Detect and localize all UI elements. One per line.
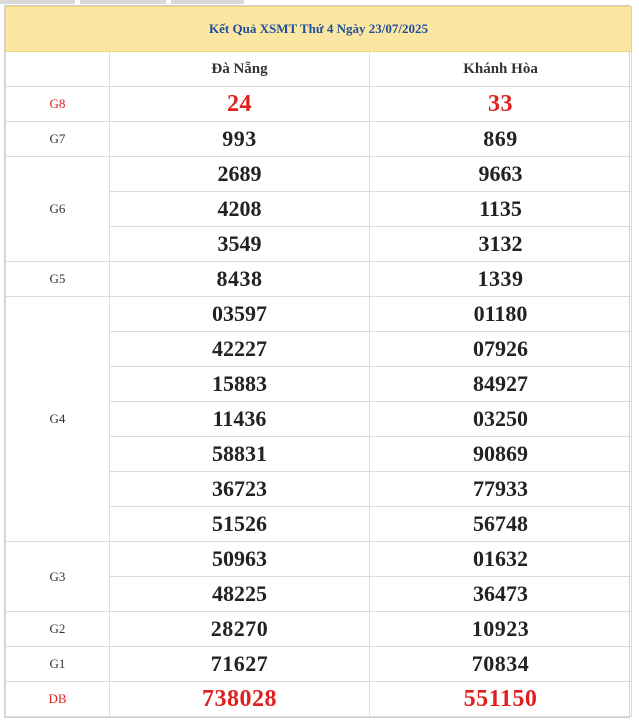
g4-danang-6: 36723 <box>110 472 369 507</box>
g3-danang <box>110 542 370 612</box>
g3-khanhhoa-1: 01632 <box>370 542 631 577</box>
g4-khanhhoa-6: 77933 <box>370 472 631 507</box>
g6-danang-2: 4208 <box>110 192 369 227</box>
prize-label-g8: G8 <box>6 87 110 122</box>
row-g3 <box>6 542 632 612</box>
g4-khanhhoa-2: 07926 <box>370 332 631 367</box>
results-title: Kết Quả XSMT Thứ 4 Ngày 23/07/2025 <box>6 7 632 52</box>
prize-label-g7: G7 <box>6 122 110 157</box>
prize-label-g5: G5 <box>6 262 110 297</box>
db-khanhhoa: 551150 <box>370 682 632 717</box>
g4-khanhhoa-5: 90869 <box>370 437 631 472</box>
row-g5 <box>6 262 632 297</box>
prize-label-g6: G6 <box>6 157 110 262</box>
g4-danang <box>110 297 370 542</box>
lottery-results-table <box>4 5 630 718</box>
g4-khanhhoa-7: 56748 <box>473 511 529 536</box>
g3-danang-2: 48225 <box>212 581 267 606</box>
g7-danang: 993 <box>110 122 370 157</box>
header-danang: Đà Nẵng <box>110 52 370 87</box>
row-g6 <box>6 157 632 262</box>
prize-label-g1: G1 <box>6 647 110 682</box>
g1-danang: 71627 <box>110 647 370 682</box>
g8-khanhhoa: 33 <box>370 87 632 122</box>
g6-khanhhoa-1: 9663 <box>370 157 631 192</box>
row-g1 <box>6 647 632 682</box>
g4-danang-7: 51526 <box>212 511 267 536</box>
g5-danang: 8438 <box>110 262 370 297</box>
g4-khanhhoa-4: 03250 <box>370 402 631 437</box>
g7-khanhhoa: 869 <box>370 122 632 157</box>
header-khanhhoa: Khánh Hòa <box>370 52 632 87</box>
db-danang: 738028 <box>110 682 370 717</box>
g6-khanhhoa <box>370 157 632 262</box>
prize-label-db: DB <box>6 682 110 717</box>
title-row <box>6 7 632 52</box>
g4-danang-5: 58831 <box>110 437 369 472</box>
g1-khanhhoa: 70834 <box>370 647 632 682</box>
g3-khanhhoa-2: 36473 <box>473 581 529 606</box>
row-g2 <box>6 612 632 647</box>
prize-label-g3: G3 <box>6 542 110 612</box>
row-g4 <box>6 297 632 542</box>
g6-khanhhoa-3: 3132 <box>478 231 523 256</box>
row-db <box>6 682 632 717</box>
g2-khanhhoa: 10923 <box>370 612 632 647</box>
g4-danang-2: 42227 <box>110 332 369 367</box>
g4-danang-4: 11436 <box>110 402 369 437</box>
row-g7 <box>6 122 632 157</box>
g5-khanhhoa: 1339 <box>370 262 632 297</box>
g6-danang <box>110 157 370 262</box>
tab-2[interactable] <box>80 0 166 4</box>
g2-danang: 28270 <box>110 612 370 647</box>
g6-khanhhoa-2: 1135 <box>370 192 631 227</box>
g4-danang-1: 03597 <box>110 297 369 332</box>
prize-label-g2: G2 <box>6 612 110 647</box>
g6-danang-1: 2689 <box>110 157 369 192</box>
row-g8 <box>6 87 632 122</box>
header-row <box>6 52 632 87</box>
prize-label-g4: G4 <box>6 297 110 542</box>
g6-danang-3: 3549 <box>217 231 262 256</box>
g4-khanhhoa-3: 84927 <box>370 367 631 402</box>
g3-khanhhoa <box>370 542 632 612</box>
tab-3[interactable] <box>171 0 244 4</box>
header-prize <box>6 52 110 87</box>
g4-khanhhoa <box>370 297 632 542</box>
g4-danang-3: 15883 <box>110 367 369 402</box>
tab-1[interactable] <box>0 0 75 4</box>
g3-danang-1: 50963 <box>110 542 369 577</box>
g4-khanhhoa-1: 01180 <box>370 297 631 332</box>
g8-danang: 24 <box>110 87 370 122</box>
